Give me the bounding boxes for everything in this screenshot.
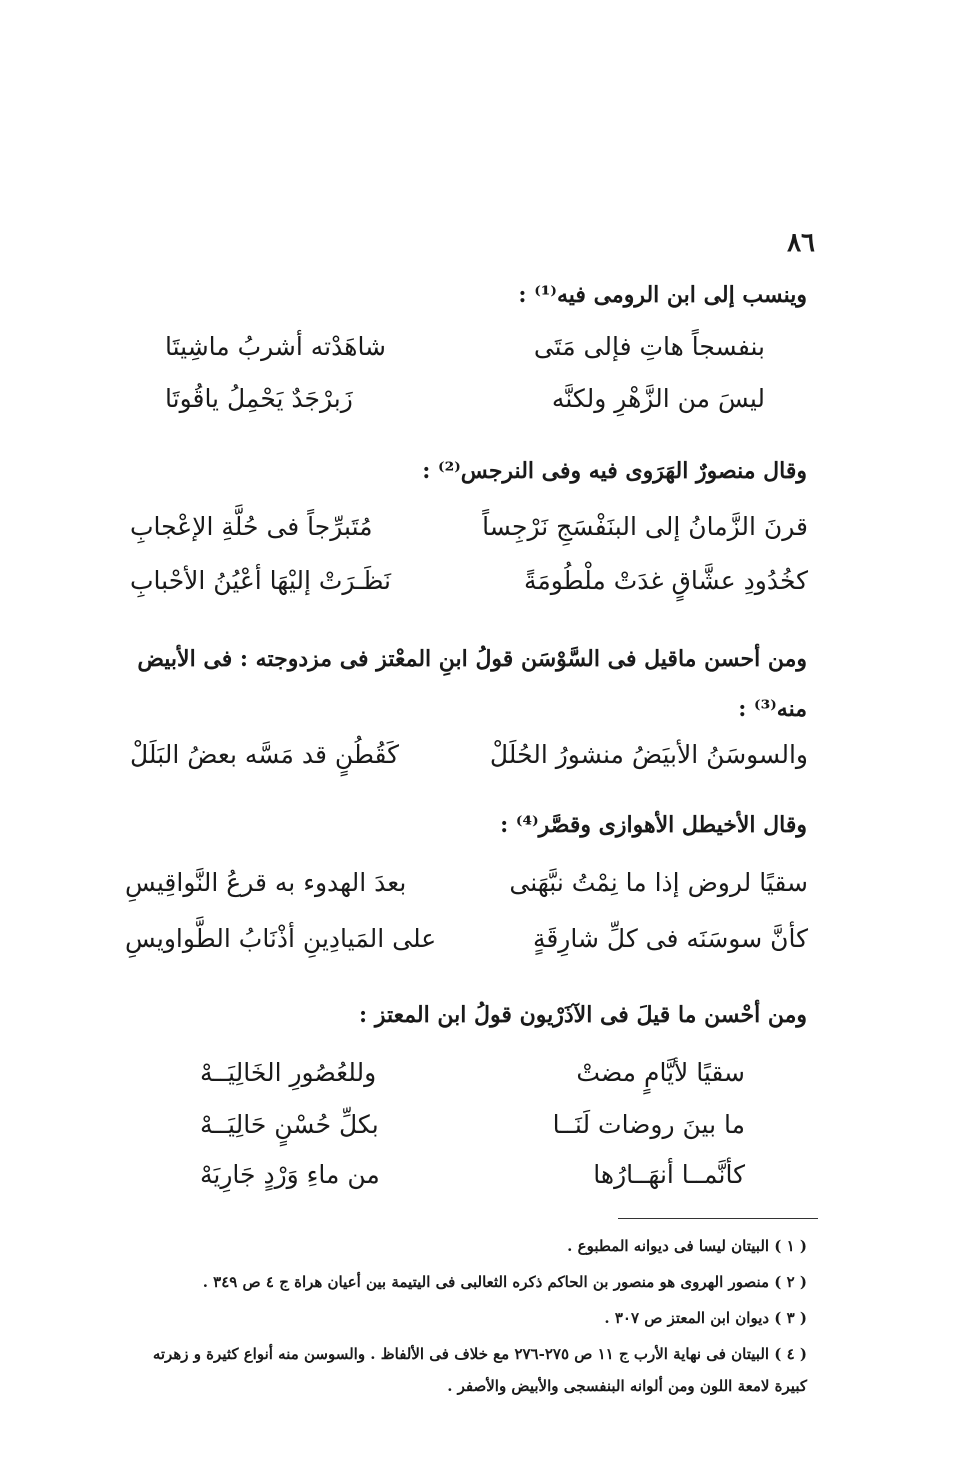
footnote-4: ( ٤ ) البيتان فى نهاية الأرب ج ١١ ص ٢٧٥-٢٧٦ مع خلاف فى الألفاظ . والسوسن منه أنواع كثيرة و زهرته كبيرة لامعة اللون ومن ألوانه البنفسجى والأبيض والأصفر . (152, 1345, 807, 1395)
section-4-intro: وقال الأخيطل الأهوازى وقصَّر⁽⁴⁾ : (500, 812, 807, 838)
verse-3-1-second-hemistich: كَقُطُنٍ قد مَسَّه بعضُ البَلَلْ (130, 740, 400, 769)
verse-4-1 (125, 868, 808, 897)
section-1-intro: وينسب إلى ابن الرومى فيه⁽¹⁾ : (518, 282, 807, 308)
verse-5-2 (200, 1110, 745, 1139)
verse-4-2-first-hemistich: كأنَّ سوسَنَه فى كلِّ شارِقَةٍ (532, 924, 808, 953)
section-2-intro: وقال منصورٌ الهَرَوى فيه وفى النرجس⁽²⁾ : (422, 458, 807, 484)
verse-1-1 (165, 332, 765, 361)
verse-1-1-first-hemistich: بنفسجاً هاتِ فإلى مَتَى (533, 332, 765, 361)
verse-2-2-first-hemistich: كخُدُودِ عشَّاقٍ غدَتْ ملْطُومَةً (523, 566, 808, 595)
verse-5-1-first-hemistich: سقيًا لأيَّامٍ مضتْ (576, 1058, 745, 1087)
verse-3-1-first-hemistich: والسوسَنُ الأبيَضُ منشورُ الحُلَلْ (489, 740, 808, 769)
verse-2-1-first-hemistich: قرنَ الزَّمانُ إلى البنَفْسَجِ نَرْجِساً (482, 512, 808, 541)
verse-5-2-second-hemistich: بكلِّ حُسْنٍ حَالِيَــهْ (200, 1110, 379, 1139)
verse-5-2-first-hemistich: ما بينَ روضات لَنَــا (552, 1110, 745, 1139)
page-number: ٨٦ (787, 228, 815, 258)
footnote-1: ( ١ ) البيتان ليسا فى ديوانه المطبوع . (567, 1237, 807, 1255)
verse-4-1-second-hemistich: بعدَ الهدوء به قرعُ النَّواقِيسِ (125, 868, 407, 897)
footnote-2: ( ٢ ) منصور الهروى هو منصور بن الحاكم ذكره الثعالبى فى اليتيمة بين أعيان هراة ج ٤ ص ٣٤٩ . (202, 1273, 807, 1291)
verse-4-1-first-hemistich: سقيًا لروض إذا ما نِمْتُ نبَّهَنى (509, 868, 808, 897)
verse-2-1-second-hemistich: مُتَبرِّجاً فى حُلَّةِ الإعْجابِ (130, 512, 373, 541)
verse-4-2 (125, 924, 808, 953)
verse-1-2-first-hemistich: ليسَ من الزَّهْرِ ولكنَّه (551, 384, 765, 413)
verse-5-3 (200, 1160, 745, 1189)
verse-1-2-second-hemistich: زَبرْجَدٌ يَحْمِلُ ياقُوتَا (165, 384, 353, 413)
verse-1-1-second-hemistich: شاهَدْته أشربُ ماشِيتَا (165, 332, 387, 361)
section-3-intro: ومن أحسن ماقيل فى السَّوْسَن قولُ ابنِ المعْتز فى مزدوجته : فى الأبيض منه⁽³⁾ : (137, 646, 807, 722)
verse-1-2 (165, 384, 765, 413)
verse-5-3-first-hemistich: كأنَّمــا أنهَــارُها (593, 1160, 745, 1189)
verse-3-1 (130, 740, 808, 769)
footnote-separator (618, 1218, 818, 1219)
verse-5-1 (200, 1058, 745, 1087)
verse-5-3-second-hemistich: من ماءِ وَرْدٍ جَارِيَهْ (200, 1160, 380, 1189)
verse-2-2 (130, 566, 808, 595)
section-5-intro: ومن أحْسن ما قيلَ فى الآذَرْيون قولُ ابن المعتز : (359, 1002, 807, 1028)
verse-4-2-second-hemistich: على المَيادِينِ أذْنَابُ الطَّواويسِ (125, 924, 437, 953)
verse-2-2-second-hemistich: نَظَـرَتْ إليْهَا أعْيُنُ الأحْبابِ (130, 566, 391, 595)
footnote-3: ( ٣ ) ديوان ابن المعتز ص ٣٠٧ . (604, 1309, 807, 1327)
verse-2-1 (130, 512, 808, 541)
verse-5-1-second-hemistich: وللعُصُورِ الخَالِيَــهْ (200, 1058, 377, 1087)
